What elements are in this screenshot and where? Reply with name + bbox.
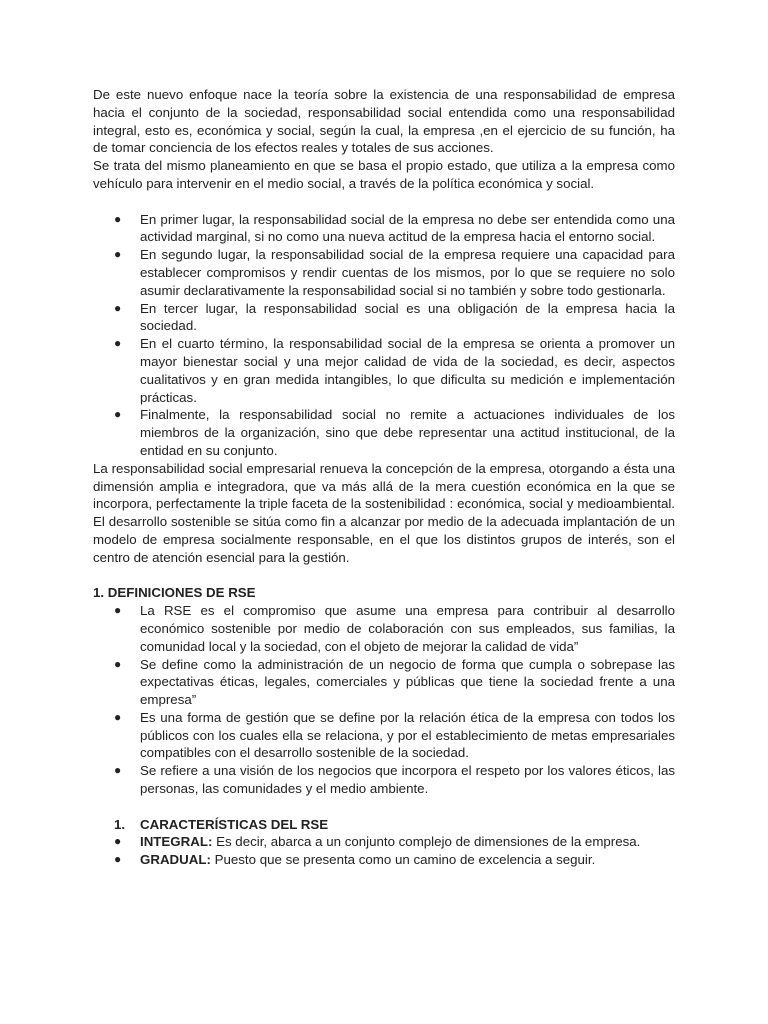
characteristics-list: [93, 833, 675, 869]
bullet-icon: ●: [114, 656, 122, 671]
list-item: [93, 211, 675, 247]
list-item: [93, 851, 675, 869]
list-item: [93, 300, 675, 336]
list-item-text: Se define como la administración de un negocio de forma que cumpla o sobrepase las expectativas éticas, legales, comerciales y públicas que tiene la sociedad frente a una empresa”: [140, 656, 675, 708]
bullet-icon: ●: [114, 763, 122, 778]
responsibility-list: [93, 211, 675, 460]
list-item: [93, 762, 675, 798]
spacer: [93, 193, 675, 211]
spacer: [93, 798, 675, 816]
bullet-icon: ●: [114, 709, 122, 724]
section-heading-caracteristicas: [93, 816, 675, 834]
list-item: [93, 709, 675, 762]
list-item: [93, 833, 675, 851]
bullet-icon: ●: [114, 247, 122, 262]
bullet-icon: ●: [114, 211, 122, 226]
list-item-text: Es una forma de gestión que se define por la relación ética de la empresa con todos los públicos con los cuales ella se relaciona, y por el establecimiento de metas empresariales compatibles con el desarrollo sostenible de la sociedad.: [140, 709, 675, 761]
list-item-text: En primer lugar, la responsabilidad social de la empresa no debe ser entendida como una actividad marginal, si no como una nueva actitud de la empresa hacia el entorno social.: [140, 211, 675, 245]
list-item: [93, 335, 675, 406]
definitions-list: [93, 602, 675, 798]
list-item-text: En segundo lugar, la responsabilidad social de la empresa requiere una capacidad para establecer compromisos y rendir cuentas de los mismos, por lo que se requiere no solo asumir declarativamente la responsabilidad social si no también y sobre todo gestionarla.: [140, 247, 675, 298]
second-paragraph: Se trata del mismo planeamiento en que se basa el propio estado, que utiliza a la empresa como vehículo para intervenir en el medio social, a través de la política económica y social.: [93, 158, 675, 191]
list-item-text: Se refiere a una visión de los negocios que incorpora el respeto por los valores éticos, las personas, las comunidades y el medio ambiente.: [140, 763, 675, 797]
spacer: [93, 567, 675, 585]
list-item-text: En el cuarto término, la responsabilidad social de la empresa se orienta a promover un mayor bienestar social y una mejor calidad de vida de la sociedad, es decir, aspectos cualitativos y en gran medida intangibles, lo que dificulta su medición e implementación prácticas.: [140, 336, 675, 405]
section-heading-text: CARACTERÍSTICAS DEL RSE: [140, 816, 329, 832]
list-item: [93, 246, 675, 299]
list-item: [93, 406, 675, 459]
term-label: GRADUAL:: [140, 852, 211, 868]
bullet-icon: ●: [114, 407, 122, 422]
intro-paragraph: De este nuevo enfoque nace la teoría sobre la existencia de una responsabilidad de empresa hacia el conjunto de la sociedad, responsabilidad social entendida como una responsabilidad integral, esto es, económica y social, según la cual, la empresa ,en el ejercicio de su función, ha de tomar conciencia de los efectos reales y totales de sus acciones.: [93, 87, 675, 156]
bullet-icon: ●: [114, 336, 122, 351]
list-item-text: Finalmente, la responsabilidad social no remite a actuaciones individuales de los miembros de la organización, sino que debe representar una actitud institucional, de la entidad en su conjunto.: [140, 407, 675, 458]
bullet-icon: ●: [114, 300, 122, 315]
term-label: INTEGRAL:: [140, 834, 213, 850]
bullet-icon: ●: [114, 603, 122, 618]
list-item-text: La RSE es el compromiso que asume una empresa para contribuir al desarrollo económico sostenible por medio de colaboración con sus empleados, sus familias, la comunidad local y la sociedad, con el objeto de mejorar la calidad de vida”: [140, 603, 675, 654]
term-description: Es decir, abarca a un conjunto complejo de dimensiones de la empresa.: [212, 834, 641, 850]
list-item-text: En tercer lugar, la responsabilidad social es una obligación de la empresa hacia la sociedad.: [140, 300, 675, 334]
bullet-icon: ●: [114, 834, 122, 849]
third-paragraph: La responsabilidad social empresarial renueva la concepción de la empresa, otorgando a ésta una dimensión amplia e integradora, que va más allá de la mera cuestión económica en la que se incorpora, perfectamente la triple faceta de la sostenibilidad : económica, social y medioambiental. El desarrollo sostenible se sitúa como fin a alcanzar por medio de la adecuada implantación de un modelo de empresa socialmente responsable, en el que los distintos grupos de interés, son el centro de atención esencial para la gestión.: [93, 460, 675, 565]
list-item: [93, 602, 675, 655]
section-heading-definiciones: 1. DEFINICIONES DE RSE: [93, 585, 256, 601]
bullet-icon: ●: [114, 852, 122, 867]
term-description: Puesto que se presenta como un camino de excelencia a seguir.: [210, 852, 596, 868]
section-number: 1.: [114, 816, 126, 832]
list-item: [93, 656, 675, 709]
